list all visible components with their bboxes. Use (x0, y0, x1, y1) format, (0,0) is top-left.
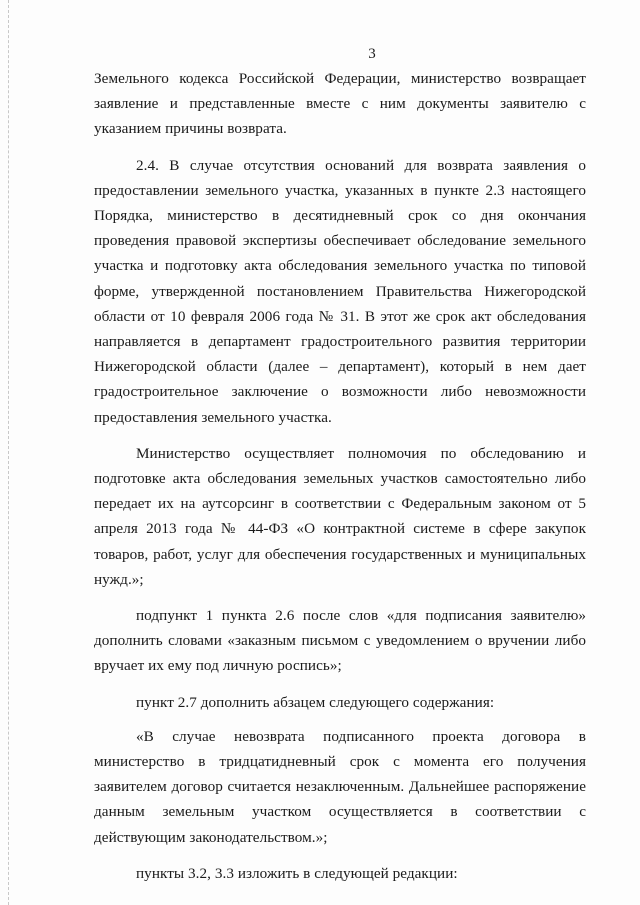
paragraph-points-3-2-3-3: пункты 3.2, 3.3 изложить в следующей редакции: (136, 864, 458, 882)
scan-edge-line (8, 0, 10, 905)
paragraph-quoted-addition: «В случае невозврата подписанного проекта договора в министерство в тридцатидневный срок с момента его получения заявителем договор считается незаключенным. Дальнейшее распоряжение данным земельным участком осуществляется в соответствии с действующим законодательством.»; (94, 727, 586, 846)
document-body (94, 66, 586, 897)
page-number: 3 (368, 46, 376, 62)
paragraph-point-2-7: пункт 2.7 дополнить абзацем следующего содержания: (136, 693, 495, 711)
paragraph-continuation: Земельного кодекса Российской Федерации, министерство возвращает заявление и представленные вместе с ним документы заявителю с указанием причины возврата. (94, 70, 586, 138)
paragraph-2-4: 2.4. В случае отсутствия оснований для возврата заявления о предоставлении земельного участка, указанных в пункте 2.3 настоящего Порядка, министерство в десятидневный срок со дня окончания проведения правовой экспертизы обеспечивает обследование земельного участка и подготовку акта обследования земельного участка по типовой форме, утвержденной постановлением Правительства Нижегородской области от 10 февраля 2006 года № 31. В этот же срок акт обследования направляется в департамент градостроительного развития территории Нижегородской области (далее – департамент), который в нем дает градостроительное заключение о возможности либо невозможности предоставления земельного участка. (94, 156, 586, 426)
paragraph-ministry-powers: Министерство осуществляет полномочия по обследованию и подготовке акта обследования земельных участков самостоятельно либо передает их на аутсорсинг в соответствии с Федеральным законом от 5 апреля 2013 года № 44-ФЗ «О контрактной системе в сфере закупок товаров, работ, услуг для обеспечения государственных и муниципальных нужд.»; (94, 444, 586, 588)
paragraph-subpoint-2-6: подпункт 1 пункта 2.6 после слов «для подписания заявителю» дополнить словами «заказным письмом с уведомлением о вручении либо вручает их ему под личную роспись»; (94, 607, 586, 675)
